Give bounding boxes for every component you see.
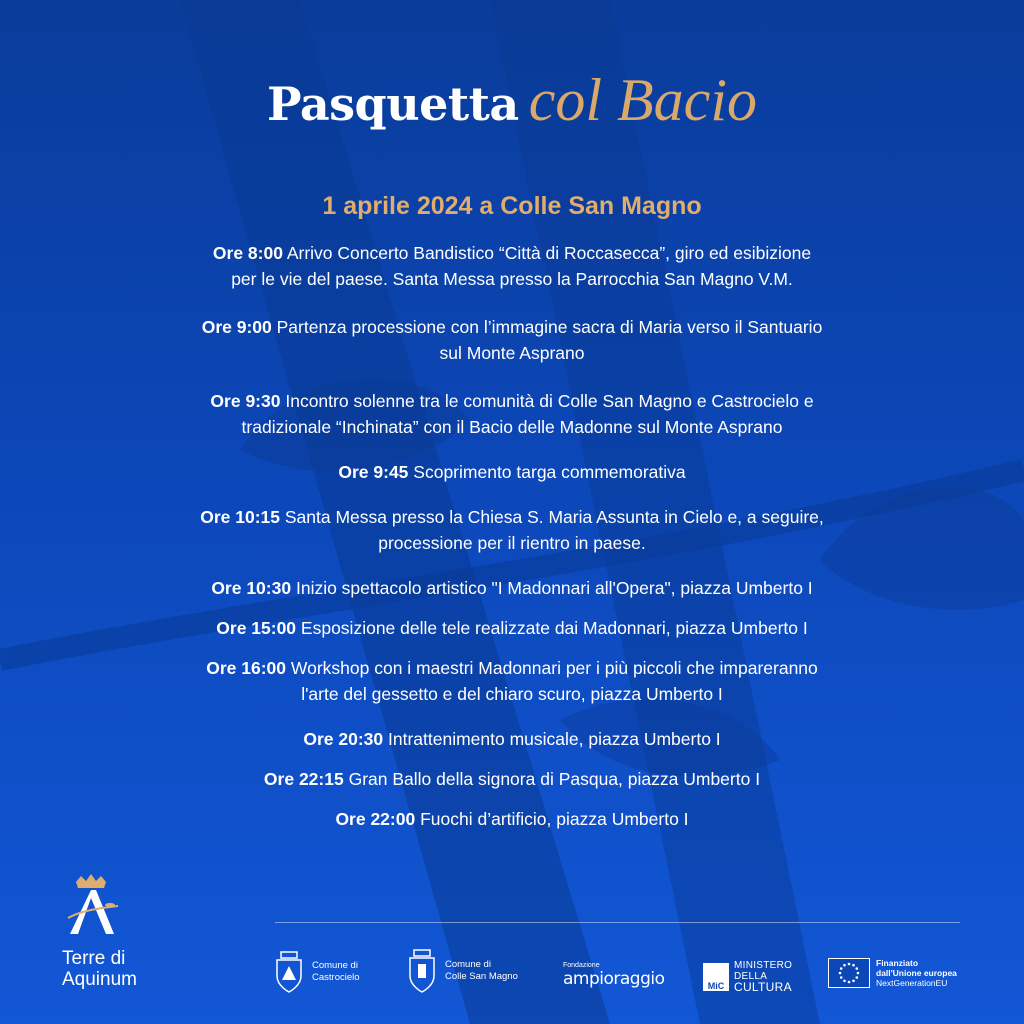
schedule-time: Ore 22:00 [335,809,416,829]
schedule-description: Scoprimento targa commemorativa [413,462,686,482]
title-script: col Bacio [528,67,757,133]
schedule-time: Ore 10:30 [211,578,292,598]
schedule-time: Ore 9:45 [338,462,409,482]
collesanmagno-line1: Comune di [445,959,491,970]
logo-comune-colle-san-magno [405,948,518,994]
schedule-time: Ore 10:15 [200,507,280,527]
event-date-location: 1 aprile 2024 a Colle San Magno [322,192,702,220]
schedule-description: Fuochi d’artificio, piazza Umberto I [420,809,689,829]
colle-san-magno-crest-icon [405,948,439,994]
schedule-item [120,388,904,440]
schedule-list [120,240,904,832]
logo-comune-castrocielo [272,950,360,994]
title [0,66,1024,135]
castrocielo-line1: Comune di [312,960,358,971]
brand-line1: Terre di [62,948,126,969]
fondazione-label: Fondazione [563,962,600,969]
schedule-description: Incontro solenne tra le comunità di Colle San Magno e Castrocielo e [285,391,814,411]
schedule-description: Intrattenimento musicale, piazza Umberto I [388,729,721,749]
eu-line1: Finanziato [876,958,919,968]
ministero-line2: DELLA [734,971,768,982]
footer-divider [275,922,960,923]
eu-line3: NextGenerationEU [876,978,948,988]
schedule-description: Santa Messa presso la Chiesa S. Maria Assunta in Cielo e, a seguire, [284,507,824,527]
schedule-description-cont: per le vie del paese. Santa Messa presso la Parrocchia San Magno V.M. [231,269,793,289]
schedule-item [120,459,904,485]
schedule-item [120,575,904,601]
schedule-description: Inizio spettacolo artistico "I Madonnari all'Opera", piazza Umberto I [295,578,813,598]
castrocielo-crest-icon [272,950,306,994]
schedule-time: Ore 9:00 [201,317,272,337]
brand-line2: Aquinum [62,969,137,990]
eu-line2: dall'Unione europea [876,968,957,978]
ministero-line3: CULTURA [734,980,792,994]
schedule-item [120,615,904,641]
schedule-item [120,766,904,792]
logo-ministero-cultura [703,960,792,993]
schedule-item [120,240,904,292]
schedule-description: Workshop con i maestri Madonnari per i più piccoli che impareranno [290,658,818,678]
mic-mark-icon: MiC [703,963,729,991]
schedule-description-cont: l'arte del gessetto e del chiaro scuro, piazza Umberto I [301,684,723,704]
ministero-line1: MINISTERO [734,960,793,971]
collesanmagno-line2: Colle San Magno [445,971,518,982]
schedule-description: Partenza processione con l’immagine sacra di Maria verso il Santuario [276,317,823,337]
terre-di-aquinum-logo-icon [62,872,120,936]
schedule-time: Ore 22:15 [263,769,344,789]
logo-eu-next-generation [828,958,957,988]
schedule-item [120,504,904,556]
schedule-time: Ore 20:30 [303,729,384,749]
schedule-time: Ore 8:00 [212,243,283,263]
schedule-item [120,314,904,366]
schedule-description: Gran Ballo della signora di Pasqua, piazza Umberto I [348,769,761,789]
schedule-description-cont: processione per il rientro in paese. [378,533,646,553]
castrocielo-line2: Castrocielo [312,972,360,983]
schedule-item [120,806,904,832]
schedule-time: Ore 9:30 [210,391,281,411]
schedule-description: Arrivo Concerto Bandistico “Città di Roccasecca”, giro ed esibizione [286,243,812,263]
fondazione-name: ampioraggio [563,969,665,989]
title-main: Pasquetta [267,77,519,131]
schedule-description-cont: tradizionale “Inchinata” con il Bacio delle Madonne sul Monte Asprano [241,417,783,437]
schedule-description-cont: sul Monte Asprano [439,343,585,363]
eu-flag-icon [828,958,870,988]
brand-name [62,948,137,990]
schedule-item [120,655,904,707]
schedule-time: Ore 16:00 [206,658,287,678]
schedule-description: Esposizione delle tele realizzate dai Madonnari, piazza Umberto I [300,618,808,638]
logo-fondazione-ampioraggio [563,962,665,988]
schedule-item [120,726,904,752]
schedule-time: Ore 15:00 [216,618,297,638]
